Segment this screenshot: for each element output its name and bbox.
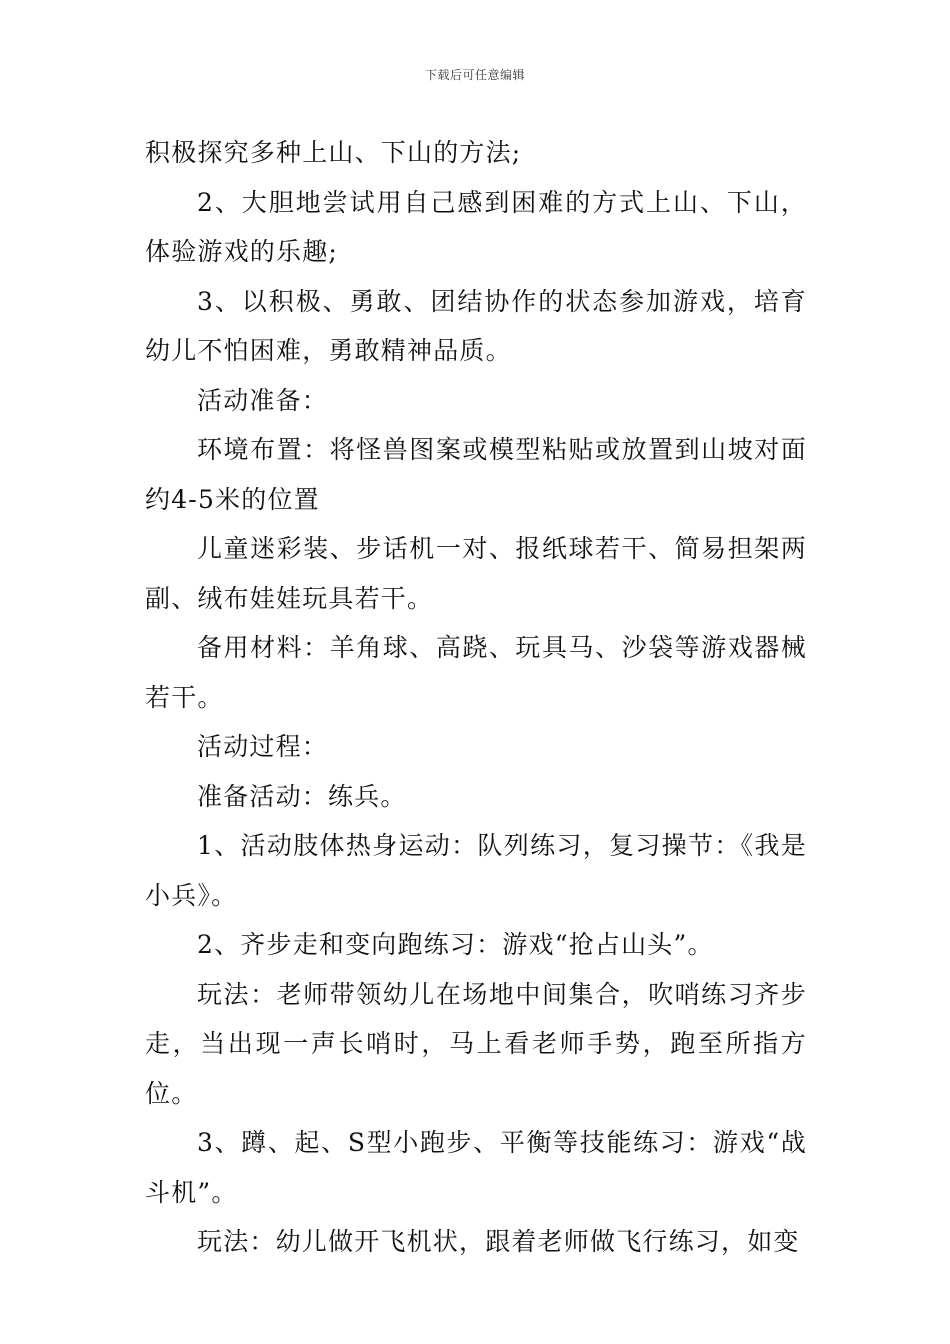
section-heading-process: 活动过程： xyxy=(197,732,329,761)
paragraph-2: 2、大胆地尝试用自己感到困难的方式上山、下山，体验游戏的乐趣; xyxy=(145,187,807,266)
paragraph-1: 积极探究多种上山、下山的方法; xyxy=(145,138,522,167)
section-heading-preparation: 活动准备： xyxy=(197,385,329,415)
paragraph-step-3: 3、蹲、起、S型小跑步、平衡等技能练习：游戏“战斗机”。 xyxy=(145,1128,807,1207)
paragraph-materials: 儿童迷彩装、步话机一对、报纸球若干、简易担架两副、绒布娃娃玩具若干。 xyxy=(145,534,807,613)
paragraph-environment: 环境布置：将怪兽图案或模型粘贴或放置到山坡对面约4-5米的位置 xyxy=(145,435,807,514)
paragraph-step-2: 2、齐步走和变向跑练习：游戏“抢占山头”。 xyxy=(197,930,714,959)
paragraph-3: 3、以积极、勇敢、团结协作的状态参加游戏，培育幼儿不怕困难，勇敢精神品质。 xyxy=(145,286,807,365)
paragraph-rules-2: 玩法：幼儿做开飞机状，跟着老师做飞行练习，如变 xyxy=(197,1227,800,1256)
paragraph-rules-1: 玩法：老师带领幼儿在场地中间集合，吹哨练习齐步走，当出现一声长哨时，马上看老师手势，跑至所指方位。 xyxy=(145,979,807,1108)
document-body xyxy=(145,128,807,1267)
paragraph-warmup: 准备活动：练兵。 xyxy=(197,781,407,811)
paragraph-step-1: 1、活动肢体热身运动：队列练习，复习操节：《我是小兵》。 xyxy=(145,831,807,910)
page-header: 下载后可任意编辑 xyxy=(424,68,525,82)
paragraph-spare-materials: 备用材料：羊角球、高跷、玩具马、沙袋等游戏器械若干。 xyxy=(145,633,807,712)
